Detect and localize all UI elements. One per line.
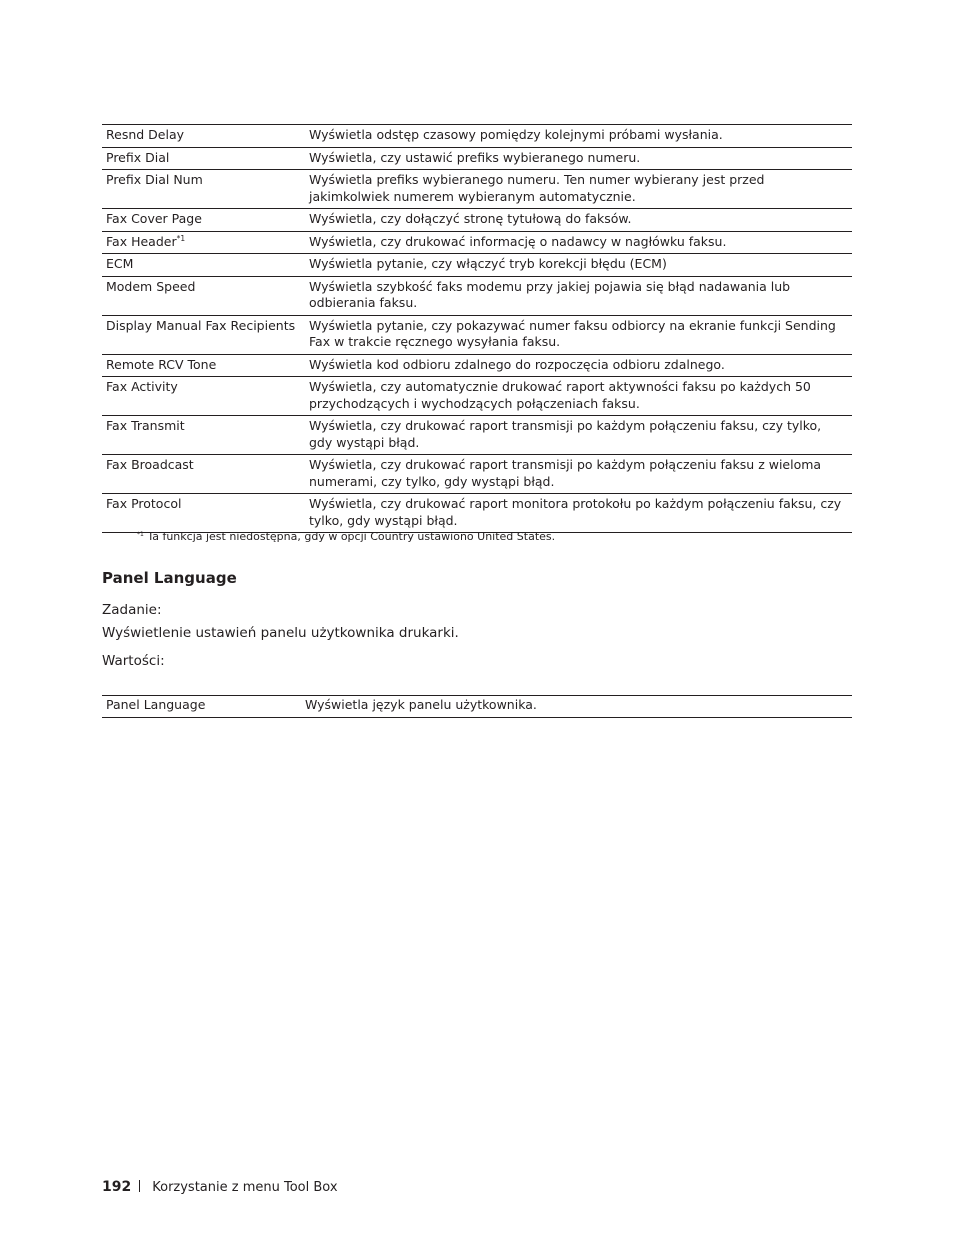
ui-term: United States: [477, 530, 552, 543]
setting-name: ECM: [102, 254, 305, 277]
table-row: [102, 147, 852, 170]
setting-name: Fax Broadcast: [102, 455, 305, 494]
ui-term: Country: [370, 530, 414, 543]
table-row: [102, 254, 852, 277]
setting-description: Wyświetla pytanie, czy włączyć tryb korekcji błędu (ECM): [305, 254, 852, 277]
chapter-title: Korzystanie z menu Tool Box: [152, 1180, 338, 1195]
setting-description: Wyświetla odstęp czasowy pomiędzy kolejnymi próbami wysłania.: [305, 125, 852, 148]
table-row: [102, 276, 852, 315]
values-table: [102, 695, 852, 718]
setting-name: Fax Transmit: [102, 416, 305, 455]
setting-description: Wyświetla, czy drukować raport monitora protokołu po każdym połączeniu faksu, czy tylko, gdy wystąpi błąd.: [305, 494, 852, 533]
footnote-marker: *1: [176, 233, 186, 243]
setting-name: Fax Protocol: [102, 494, 305, 533]
footnote-text: Ta funkcja jest niedostępna, gdy w opcji: [143, 530, 371, 543]
setting-description: Wyświetla prefiks wybieranego numeru. Ten numer wybierany jest przed jakimkolwiek numerem wybieranym automatycznie.: [305, 170, 852, 209]
table-row: [102, 231, 852, 254]
settings-table: [102, 124, 852, 533]
page-footer: [102, 1178, 338, 1197]
setting-name: Prefix Dial Num: [102, 170, 305, 209]
table-row: [102, 696, 852, 718]
setting-name: Remote RCV Tone: [102, 354, 305, 377]
table-row: [102, 170, 852, 209]
description-text: w trakcie ręcznego wysyłania faksu.: [330, 334, 561, 349]
setting-description: Wyświetla, czy dołączyć stronę tytułową do faksów.: [305, 209, 852, 232]
setting-description: Wyświetla, czy drukować raport transmisji po każdym połączeniu faksu, czy tylko, gdy wystąpi błąd.: [305, 416, 852, 455]
values-label: Wartości:: [102, 653, 165, 669]
setting-name: Panel Language: [102, 696, 301, 718]
description-text: Wyświetla pytanie, czy pokazywać numer faksu odbiorcy na ekranie funkcji: [309, 317, 786, 333]
setting-name-text: Fax Header: [106, 233, 177, 249]
setting-description: Wyświetla kod odbioru zdalnego do rozpoczęcia odbioru zdalnego.: [305, 354, 852, 377]
table-row: [102, 315, 852, 354]
task-text: Wyświetlenie ustawień panelu użytkownika drukarki.: [102, 625, 459, 641]
setting-description: Wyświetla szybkość faks modemu przy jakiej pojawia się błąd nadawania lub odbierania faksu.: [305, 276, 852, 315]
setting-description: Wyświetla, czy drukować informację o nadawcy w nagłówku faksu.: [305, 231, 852, 254]
section-title: Panel Language: [102, 569, 237, 587]
table-row: [102, 125, 852, 148]
setting-name: Prefix Dial: [102, 147, 305, 170]
setting-description: Wyświetla, czy ustawić prefiks wybieranego numeru.: [305, 147, 852, 170]
setting-description: [305, 315, 852, 354]
setting-description: Wyświetla, czy drukować raport transmisji po każdym połączeniu faksu z wieloma numerami, czy tylko, gdy wystąpi błąd.: [305, 455, 852, 494]
setting-name: Modem Speed: [102, 276, 305, 315]
setting-name: Fax Activity: [102, 377, 305, 416]
table-row: [102, 455, 852, 494]
setting-name: Fax Cover Page: [102, 209, 305, 232]
footnote: [137, 530, 555, 544]
table-row: [102, 377, 852, 416]
setting-name: Display Manual Fax Recipients: [102, 315, 305, 354]
ui-term: Sending Fax: [309, 317, 836, 349]
footnote-text: .: [551, 530, 556, 543]
setting-description: Wyświetla, czy automatycznie drukować raport aktywności faksu po każdych 50 przychodzących i wychodzących połączeniach faksu.: [305, 377, 852, 416]
table-row: [102, 209, 852, 232]
task-label: Zadanie:: [102, 602, 162, 618]
setting-name: Resnd Delay: [102, 125, 305, 148]
setting-name: [102, 231, 305, 254]
page-number: 192: [102, 1179, 132, 1195]
table-row: [102, 354, 852, 377]
setting-description: Wyświetla język panelu użytkownika.: [301, 696, 852, 718]
footnote-text: ustawiono: [413, 530, 478, 543]
table-row: [102, 494, 852, 533]
footnote-marker: *1: [137, 531, 144, 538]
footer-divider: [139, 1180, 140, 1192]
table-row: [102, 416, 852, 455]
